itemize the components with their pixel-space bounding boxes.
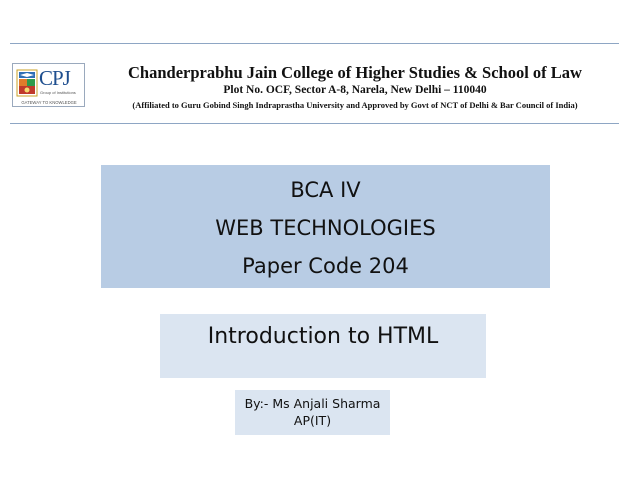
author-designation: AP(IT)	[293, 413, 332, 428]
author-name: By:- Ms Anjali Sharma	[244, 396, 381, 411]
topic-box	[160, 314, 486, 378]
author-box	[235, 390, 390, 435]
logo-tagline: GATEWAY TO KNOWLEDGE	[21, 100, 77, 105]
college-address: Plot No. OCF, Sector A-8, Narela, New Delhi – 110040	[223, 84, 487, 96]
college-emblem-icon	[16, 69, 38, 97]
course-paper-code: Paper Code 204	[242, 254, 409, 278]
header-bottom-divider	[10, 123, 619, 124]
topic-title: Introduction to HTML	[207, 324, 439, 349]
college-logo	[12, 63, 85, 107]
logo-letters: CPJ	[39, 66, 70, 90]
header-top-divider	[10, 43, 619, 44]
college-name: Chanderprabhu Jain College of Higher Studies & School of Law	[128, 63, 582, 82]
course-subject: WEB TECHNOLOGIES	[215, 216, 436, 240]
course-info-box	[101, 165, 550, 288]
logo-subtitle: Group of Institutions	[40, 90, 76, 95]
course-program: BCA IV	[290, 178, 361, 202]
college-affiliation: (Affiliated to Guru Gobind Singh Indraprastha University and Approved by Govt of NCT of Delhi & Bar Council of India)	[132, 100, 578, 110]
